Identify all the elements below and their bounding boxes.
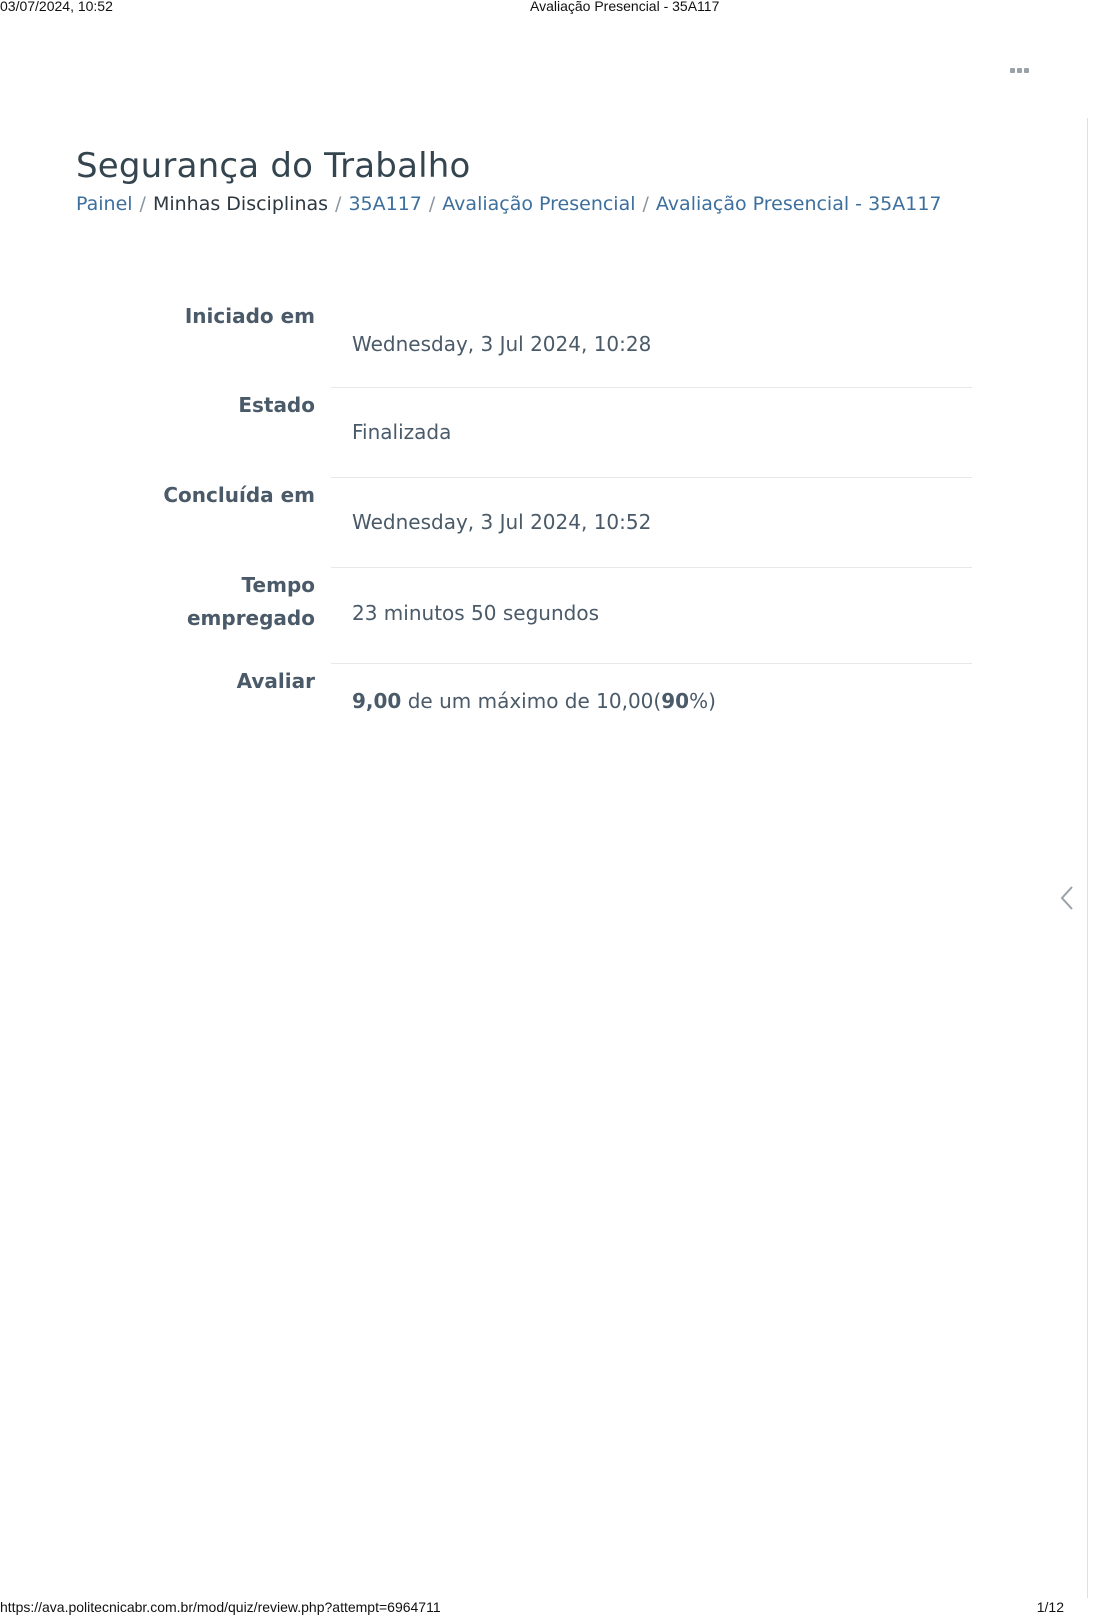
summary-row-state (140, 389, 972, 479)
summary-value-started: Wednesday, 3 Jul 2024, 10:28 (352, 332, 652, 356)
print-header-title: Avaliação Presencial - 35A117 (530, 0, 720, 14)
breadcrumb-link-section[interactable]: Avaliação Presencial (442, 193, 636, 215)
summary-row-time-taken (140, 569, 972, 665)
row-divider (331, 567, 972, 568)
menu-dot (1010, 68, 1015, 73)
breadcrumb-link-course[interactable]: 35A117 (348, 193, 422, 215)
menu-dot (1024, 68, 1029, 73)
label-line: Tempo (241, 573, 315, 597)
summary-value-state: Finalizada (352, 420, 452, 444)
summary-value-time-taken: 23 minutos 50 segundos (352, 601, 599, 625)
grade-suffix: %) (689, 689, 716, 713)
summary-label-completed: Concluída em (163, 483, 315, 507)
print-footer-page-number: 1/12 (1036, 1599, 1064, 1615)
drawer-border (1087, 118, 1088, 1598)
grade-score: 9,00 (352, 689, 402, 713)
summary-row-grade (140, 665, 972, 725)
print-header-datetime: 03/07/2024, 10:52 (0, 0, 113, 14)
breadcrumb (76, 193, 942, 215)
print-footer-url: https://ava.politecnicabr.com.br/mod/quiz/review.php?attempt=6964711 (0, 1599, 441, 1615)
summary-label-started: Iniciado em (184, 304, 315, 328)
summary-value-grade (331, 689, 972, 713)
breadcrumb-separator: / (642, 193, 649, 215)
breadcrumb-item-minhas-disciplinas: Minhas Disciplinas (152, 193, 329, 215)
breadcrumb-separator: / (428, 193, 436, 215)
summary-label-time-taken (140, 569, 315, 665)
breadcrumb-separator: / (139, 193, 146, 215)
row-divider (331, 477, 972, 478)
label-line: empregado (186, 606, 315, 630)
menu-dot (1017, 68, 1022, 73)
summary-row-started (140, 300, 972, 389)
breadcrumb-link-painel[interactable]: Painel (76, 193, 133, 215)
grade-percent: 90 (661, 689, 690, 713)
summary-value-completed: Wednesday, 3 Jul 2024, 10:52 (352, 510, 652, 534)
row-divider (331, 663, 972, 664)
chevron-left-icon[interactable] (1060, 885, 1074, 911)
chevron-left-glyph (1060, 885, 1074, 911)
more-horizontal-icon[interactable] (1010, 68, 1029, 73)
row-divider (331, 387, 972, 388)
summary-label-grade: Avaliar (236, 669, 315, 693)
summary-label-state: Estado (238, 393, 315, 417)
grade-max-text: de um máximo de 10,00( (401, 689, 662, 713)
breadcrumb-separator: / (335, 193, 342, 215)
attempt-summary-table (140, 300, 972, 725)
breadcrumb-link-quiz[interactable]: Avaliação Presencial - 35A117 (655, 193, 942, 215)
page-title: Segurança do Trabalho (76, 146, 471, 186)
summary-row-completed (140, 479, 972, 569)
